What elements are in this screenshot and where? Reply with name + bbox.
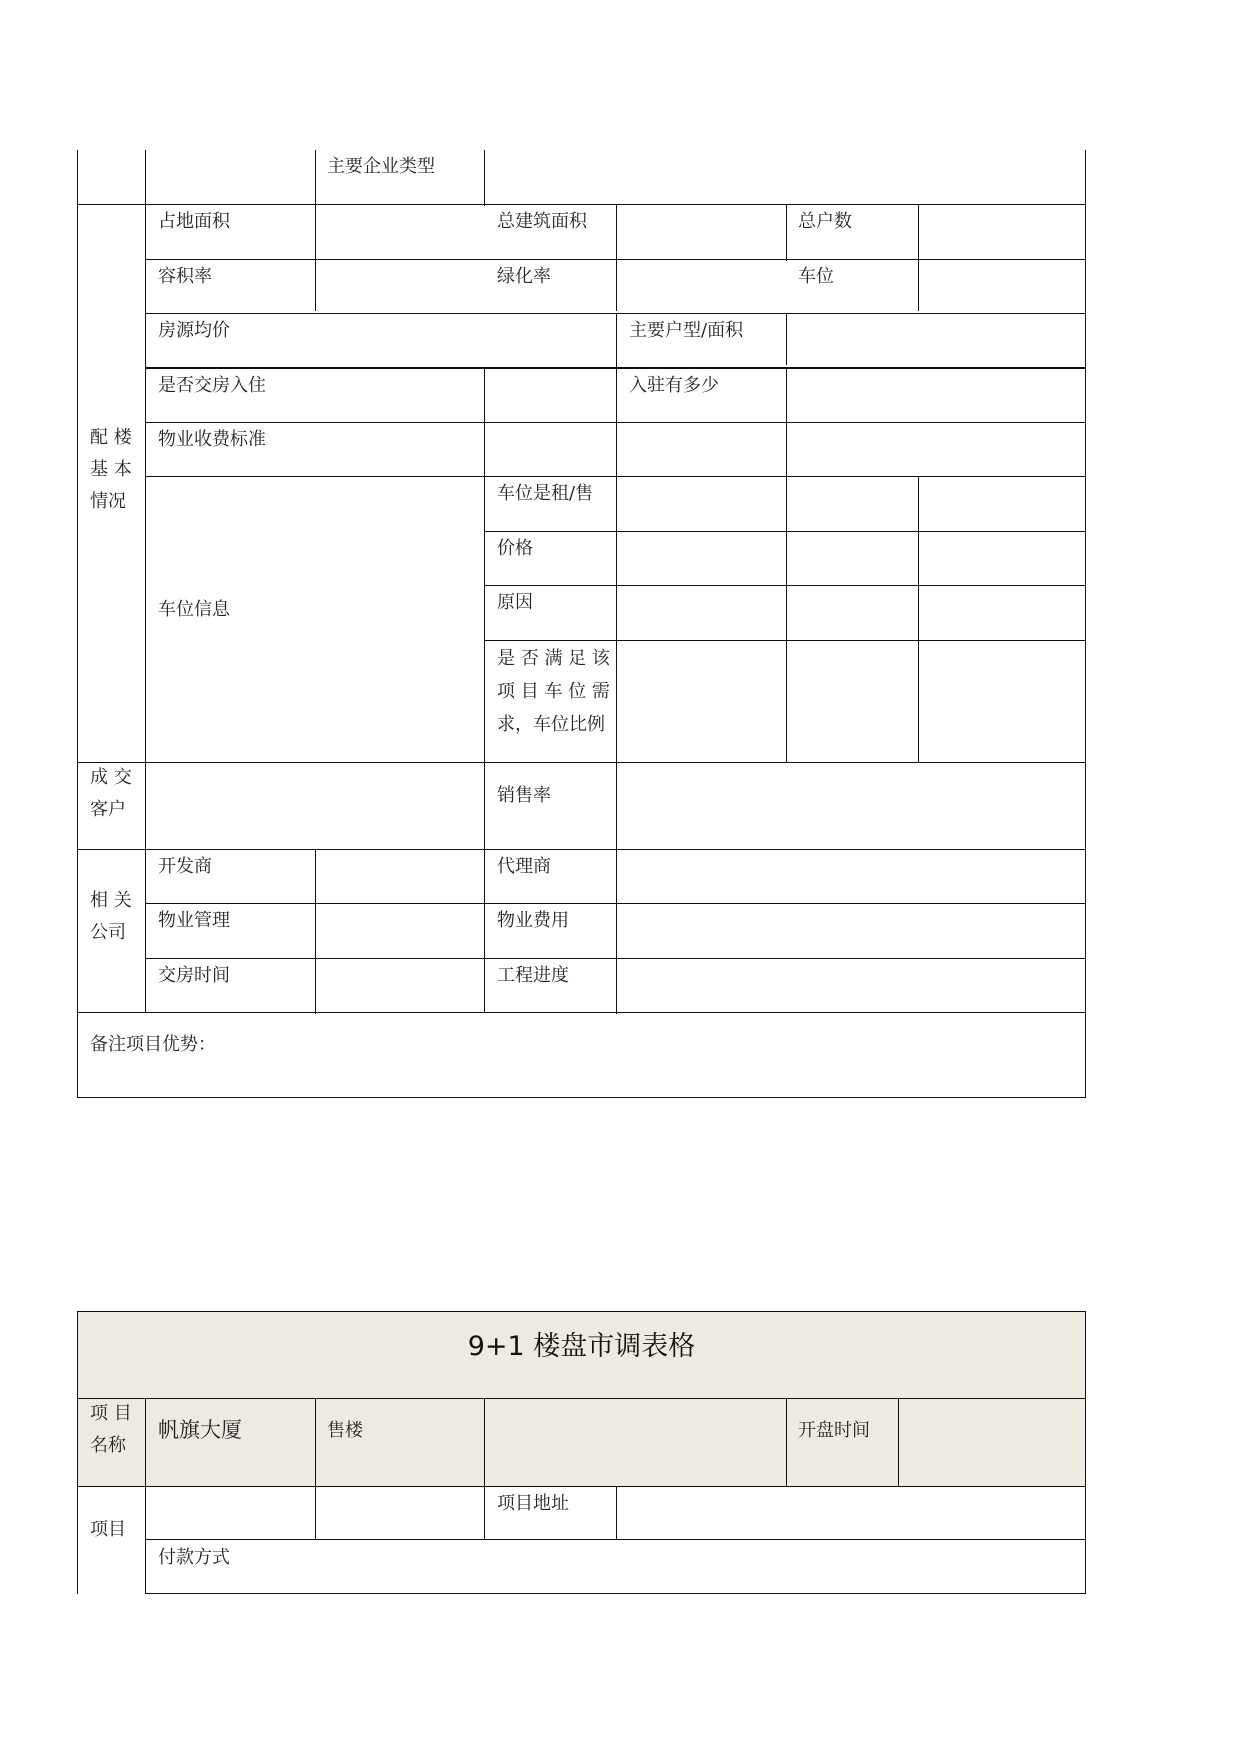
occupancy-label: 入驻有多少 [629, 375, 719, 396]
project-address-label: 项目地址 [497, 1493, 569, 1514]
parking-rent-sale-label: 车位是租/售 [497, 483, 594, 504]
main-unit-area-label: 主要户型/面积 [629, 320, 744, 341]
payment-method-label: 付款方式 [158, 1547, 230, 1568]
project-name-value: 帆旗大厦 [158, 1418, 242, 1442]
parking-demand-label: 是 否 满 足 该 项 目 车 位 需 求，车位比例 [497, 648, 610, 735]
property-fee-label: 物业费用 [497, 910, 569, 931]
sale-type-label: 售楼 [327, 1420, 363, 1441]
page-title: 9+1 楼盘市调表格 [467, 1331, 696, 1362]
project-name-label: 项 目 名称 [90, 1403, 132, 1456]
parking-spaces-label: 车位 [798, 266, 834, 287]
opening-time-label: 开盘时间 [798, 1420, 870, 1441]
plot-ratio-label: 容积率 [158, 266, 212, 287]
project-label: 项目 [90, 1519, 126, 1540]
delivered-label: 是否交房入住 [158, 375, 266, 396]
basic-info-section-label: 配 楼 基 本 情况 [90, 427, 132, 512]
price-label: 价格 [497, 538, 533, 559]
land-area-label: 占地面积 [158, 211, 230, 232]
sales-rate-label: 销售率 [497, 785, 551, 806]
companies-section-label: 相 关 公司 [90, 890, 132, 943]
parking-info-label: 车位信息 [158, 599, 230, 620]
reason-label: 原因 [497, 592, 533, 613]
avg-price-label: 房源均价 [158, 320, 230, 341]
agent-label: 代理商 [497, 856, 551, 877]
customers-section-label: 成 交 客户 [90, 767, 132, 820]
property-fee-standard-label: 物业收费标准 [158, 429, 266, 450]
developer-label: 开发商 [158, 856, 212, 877]
property-management-label: 物业管理 [158, 910, 230, 931]
green-ratio-label: 绿化率 [497, 266, 551, 287]
total-floor-area-label: 总建筑面积 [497, 211, 587, 232]
handover-time-label: 交房时间 [158, 965, 230, 986]
main-enterprise-type-label: 主要企业类型 [327, 156, 435, 177]
remarks-label: 备注项目优势： [90, 1034, 216, 1055]
construction-progress-label: 工程进度 [497, 965, 569, 986]
total-households-label: 总户数 [798, 211, 852, 232]
